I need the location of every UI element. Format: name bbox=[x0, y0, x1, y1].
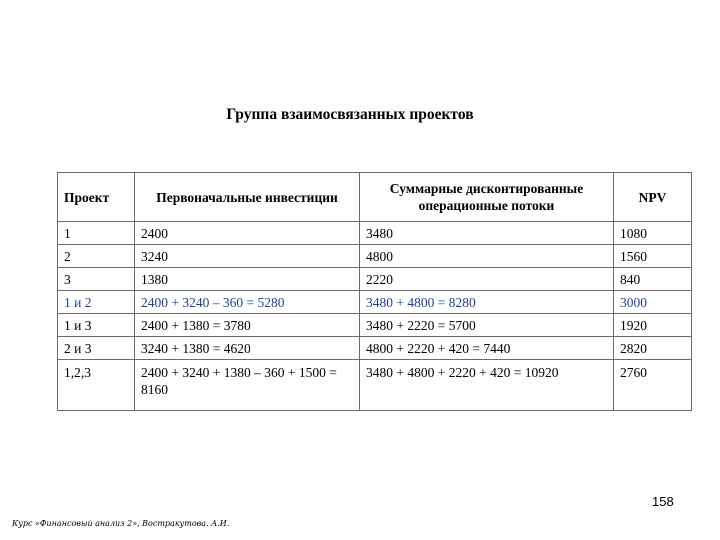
cell-investment: 1380 bbox=[135, 268, 360, 291]
cell-npv: 1080 bbox=[614, 222, 692, 245]
cell-flows: 4800 bbox=[360, 245, 614, 268]
cell-flows: 3480 + 4800 + 2220 + 420 = 10920 bbox=[360, 360, 614, 411]
page-number: 158 bbox=[652, 494, 674, 509]
table-row bbox=[58, 337, 692, 360]
cell-project: 1,2,3 bbox=[58, 360, 135, 411]
cell-investment: 2400 + 3240 – 360 = 5280 bbox=[135, 291, 360, 314]
cell-investment: 2400 + 1380 = 3780 bbox=[135, 314, 360, 337]
table-header-row bbox=[58, 173, 692, 222]
table-row bbox=[58, 360, 692, 411]
footer-course-credit: Курс «Финансовый анализ 2», Востракутова. А.И. bbox=[12, 519, 230, 528]
cell-flows: 2220 bbox=[360, 268, 614, 291]
header-investment: Первоначальные инвестиции bbox=[135, 173, 360, 222]
cell-project: 2 bbox=[58, 245, 135, 268]
table-row bbox=[58, 314, 692, 337]
projects-table bbox=[57, 172, 692, 411]
cell-flows: 3480 + 4800 = 8280 bbox=[360, 291, 614, 314]
cell-npv: 2760 bbox=[614, 360, 692, 411]
cell-investment: 2400 + 3240 + 1380 – 360 + 1500 = 8160 bbox=[135, 360, 360, 411]
cell-flows: 4800 + 2220 + 420 = 7440 bbox=[360, 337, 614, 360]
table-row-highlighted bbox=[58, 291, 692, 314]
page-title: Группа взаимосвязанных проектов bbox=[226, 106, 474, 123]
cell-investment: 2400 bbox=[135, 222, 360, 245]
header-project: Проект bbox=[58, 173, 135, 222]
cell-npv-max: 3000 bbox=[614, 291, 692, 314]
cell-project: 3 bbox=[58, 268, 135, 291]
cell-npv: 1920 bbox=[614, 314, 692, 337]
header-npv: NPV bbox=[614, 173, 692, 222]
header-flows: Суммарные дисконтированные операционные потоки bbox=[360, 173, 614, 222]
cell-npv: 840 bbox=[614, 268, 692, 291]
cell-project: 1 bbox=[58, 222, 135, 245]
table-row bbox=[58, 222, 692, 245]
cell-flows: 3480 bbox=[360, 222, 614, 245]
cell-project: 2 и 3 bbox=[58, 337, 135, 360]
cell-npv: 2820 bbox=[614, 337, 692, 360]
cell-investment: 3240 bbox=[135, 245, 360, 268]
cell-project: 1 и 2 bbox=[58, 291, 135, 314]
table-row bbox=[58, 268, 692, 291]
table-row bbox=[58, 245, 692, 268]
cell-flows: 3480 + 2220 = 5700 bbox=[360, 314, 614, 337]
cell-project: 1 и 3 bbox=[58, 314, 135, 337]
cell-investment: 3240 + 1380 = 4620 bbox=[135, 337, 360, 360]
cell-npv: 1560 bbox=[614, 245, 692, 268]
